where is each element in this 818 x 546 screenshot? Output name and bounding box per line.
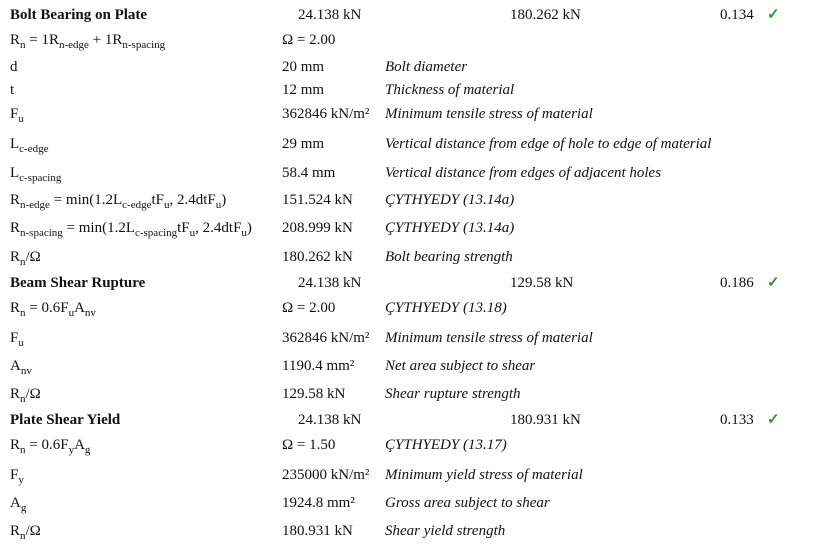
calc-value: Ω = 2.00 <box>282 300 336 316</box>
formula <box>10 219 252 237</box>
formula-subscript: c-spacing <box>134 227 178 239</box>
capacity-value: 129.58 kN <box>510 275 574 291</box>
calc-value: 208.999 kN <box>282 220 353 236</box>
formula-subscript: u <box>215 199 222 211</box>
formula-subscript: n <box>20 530 26 542</box>
calc-value: Ω = 1.50 <box>282 437 336 453</box>
formula-text: L <box>10 165 20 181</box>
calc-value: 180.262 kN <box>282 249 353 265</box>
calc-value: 1924.8 mm² <box>282 495 355 511</box>
formula-text: ) <box>246 220 252 236</box>
formula-subscript: c-edge <box>19 143 49 155</box>
check-icon: ✓ <box>767 412 780 428</box>
calc-value: 129.58 kN <box>282 386 346 402</box>
formula-text: = 0.6F <box>25 437 69 453</box>
formula <box>10 31 165 49</box>
formula-text: L <box>10 136 20 152</box>
formula <box>10 466 24 484</box>
calc-description: ÇYTHYEDY (13.17) <box>385 437 507 453</box>
formula-text: /Ω <box>25 386 41 402</box>
calc-value: Ω = 2.00 <box>282 32 336 48</box>
formula-text: R <box>10 32 21 48</box>
formula <box>10 436 90 454</box>
section-title: Bolt Bearing on Plate <box>10 7 148 23</box>
calc-description: Minimum yield stress of material <box>385 467 583 483</box>
formula-subscript: n-edge <box>58 39 89 51</box>
check-icon: ✓ <box>767 7 780 23</box>
formula-subscript: u <box>163 199 170 211</box>
formula-text: R <box>10 386 21 402</box>
formula-subscript: c-spacing <box>19 172 62 184</box>
formula-text: = min(1.2L <box>49 192 123 208</box>
calc-value: 20 mm <box>282 59 325 75</box>
formula <box>10 522 41 540</box>
calc-value: 12 mm <box>282 82 325 98</box>
calc-description: ÇYTHYEDY (13.14a) <box>385 220 515 236</box>
calc-value: 29 mm <box>282 136 325 152</box>
formula <box>10 299 96 317</box>
formula-text: d <box>10 59 18 75</box>
formula-text: R <box>10 249 21 265</box>
formula-subscript: y <box>68 444 75 456</box>
formula-text: A <box>10 358 21 374</box>
formula-text: A <box>74 300 85 316</box>
calc-value: 1190.4 mm² <box>282 358 355 374</box>
formula-text: + 1R <box>88 32 123 48</box>
formula-text: F <box>10 467 19 483</box>
capacity-value: 180.262 kN <box>510 7 581 23</box>
calc-description: Gross area subject to shear <box>385 495 550 511</box>
formula <box>10 329 24 347</box>
formula-text: = min(1.2L <box>62 220 135 236</box>
formula-subscript: n <box>20 256 26 268</box>
formula-subscript: n-spacing <box>122 39 166 51</box>
formula <box>10 135 48 153</box>
ratio-value: 0.133 <box>720 412 754 428</box>
formula-subscript: n <box>20 307 26 319</box>
formula-text: A <box>74 437 85 453</box>
formula-subscript: c-edge <box>122 199 152 211</box>
formula-subscript: u <box>189 227 196 239</box>
formula-text: R <box>10 220 21 236</box>
formula-subscript: g <box>84 444 91 456</box>
formula <box>10 81 14 99</box>
calc-description: Bolt diameter <box>385 59 468 75</box>
calc-description: ÇYTHYEDY (13.18) <box>385 300 507 316</box>
formula-text: R <box>10 300 21 316</box>
calc-value: 362846 kN/m² <box>282 106 370 122</box>
formula <box>10 191 226 209</box>
check-icon: ✓ <box>767 275 780 291</box>
formula-text: = 1R <box>25 32 59 48</box>
calc-description: Minimum tensile stress of material <box>385 106 593 122</box>
formula-text: tF <box>177 220 190 236</box>
calc-value: 58.4 mm <box>282 165 336 181</box>
formula-text: , 2.4dtF <box>195 220 242 236</box>
formula-subscript: u <box>18 337 24 349</box>
calc-description: Bolt bearing strength <box>385 249 513 265</box>
calc-description: Vertical distance from edges of adjacent holes <box>385 165 662 181</box>
formula-subscript: u <box>18 113 24 125</box>
formula <box>10 385 41 403</box>
calc-description: Shear rupture strength <box>385 386 521 402</box>
formula <box>10 357 32 375</box>
formula-text: R <box>10 437 21 453</box>
formula-text: /Ω <box>25 523 41 539</box>
section-title: Beam Shear Rupture <box>10 275 146 291</box>
formula-text: F <box>10 106 19 122</box>
demand-value: 24.138 kN <box>298 275 362 291</box>
calc-description: Shear yield strength <box>385 523 506 539</box>
demand-value: 24.138 kN <box>298 7 362 23</box>
formula-subscript: n-edge <box>20 199 50 211</box>
formula-text: t <box>10 82 15 98</box>
formula-text: = 0.6F <box>25 300 69 316</box>
capacity-value: 180.931 kN <box>510 412 581 428</box>
calc-description: Minimum tensile stress of material <box>385 330 593 346</box>
formula-text: A <box>10 495 21 511</box>
formula-subscript: n-spacing <box>20 227 63 239</box>
formula <box>10 494 26 512</box>
ratio-value: 0.186 <box>720 275 754 291</box>
calc-value: 151.524 kN <box>282 192 353 208</box>
calc-value: 362846 kN/m² <box>282 330 370 346</box>
formula-text: , 2.4dtF <box>169 192 216 208</box>
formula-subscript: g <box>20 502 27 514</box>
formula-subscript: nv <box>20 365 32 377</box>
calc-value: 180.931 kN <box>282 523 353 539</box>
demand-value: 24.138 kN <box>298 412 362 428</box>
calc-description: Thickness of material <box>385 82 515 98</box>
calc-value: 235000 kN/m² <box>282 467 370 483</box>
calc-description: ÇYTHYEDY (13.14a) <box>385 192 515 208</box>
formula <box>10 248 41 266</box>
formula-subscript: u <box>241 227 247 239</box>
formula-text: /Ω <box>25 249 41 265</box>
formula-text: tF <box>151 192 164 208</box>
formula <box>10 58 18 76</box>
formula-text: R <box>10 192 21 208</box>
ratio-value: 0.134 <box>720 7 754 23</box>
formula-subscript: nv <box>84 307 96 319</box>
formula-subscript: u <box>68 307 75 319</box>
formula-text: R <box>10 523 21 539</box>
formula <box>10 105 24 123</box>
calc-description: Net area subject to shear <box>385 358 536 374</box>
calc-description: Vertical distance from edge of hole to edge of material <box>385 136 712 152</box>
formula-subscript: n <box>20 444 26 456</box>
formula-text: ) <box>221 192 227 208</box>
formula-text: F <box>10 330 19 346</box>
formula <box>10 164 61 182</box>
formula-subscript: y <box>18 474 24 486</box>
formula-subscript: n <box>20 39 26 51</box>
section-title: Plate Shear Yield <box>10 412 121 428</box>
formula-subscript: n <box>20 393 26 405</box>
